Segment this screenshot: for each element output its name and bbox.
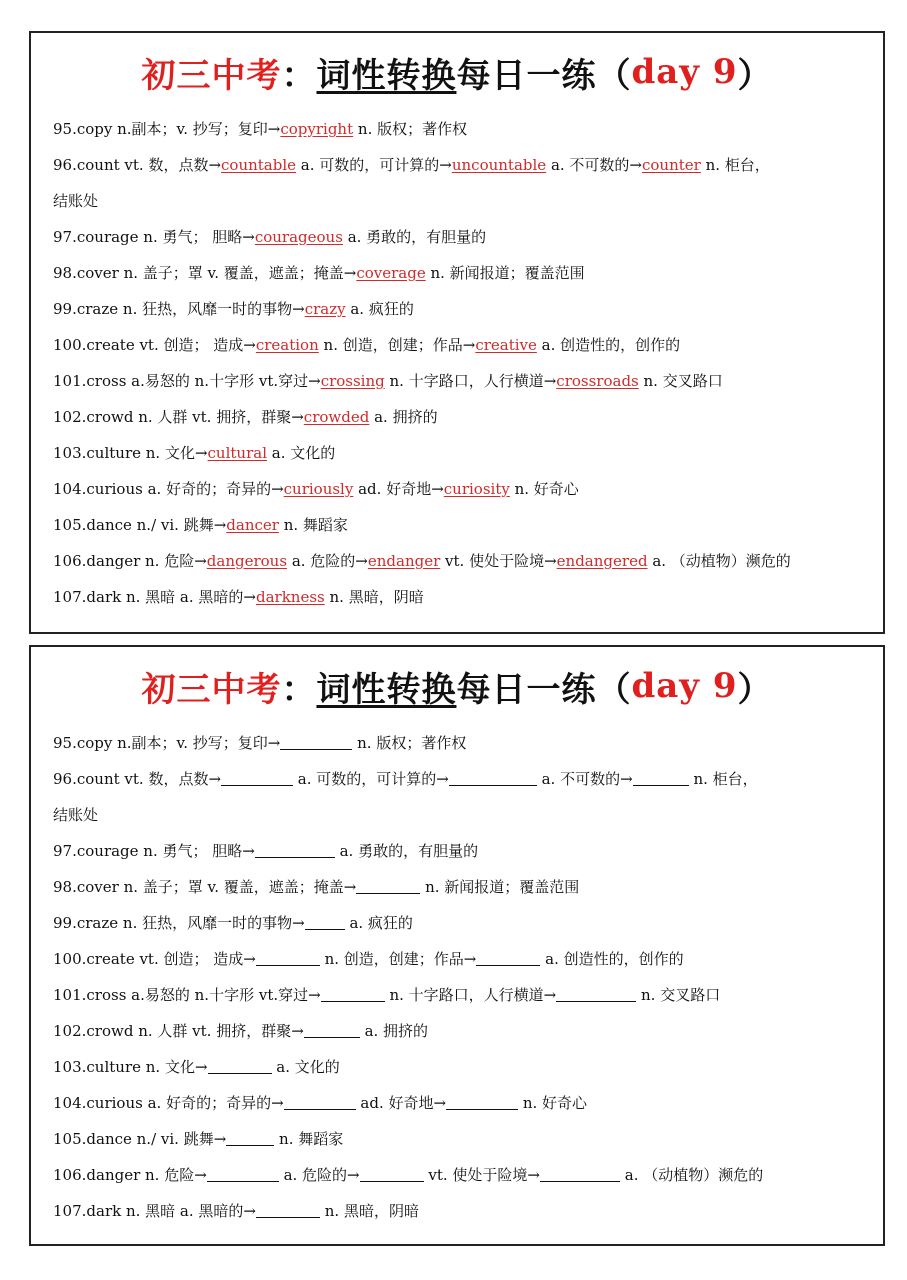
answer-word: curiously: [283, 480, 354, 498]
line-text: ad. 好奇地→: [353, 480, 444, 498]
exercise-panel: [29, 645, 885, 1246]
answer-word: copyright: [280, 120, 354, 138]
exercise-line: [53, 507, 869, 543]
exercise-line: [53, 435, 869, 471]
exercise-line: [53, 977, 869, 1013]
exercise-line: [53, 327, 869, 363]
answer-word: countable: [221, 156, 297, 174]
answer-blank[interactable]: [446, 1095, 518, 1110]
line-text: 97.courage n. 勇气； 胆略→: [53, 228, 255, 246]
exercise-line: [53, 833, 869, 869]
answer-word: crossroads: [556, 372, 639, 390]
exercise-line: [53, 941, 869, 977]
line-text: n. 舞蹈家: [278, 516, 348, 534]
line-text: a. （动植物）濒危的: [620, 1166, 764, 1184]
line-text: 105.dance n./ vi. 跳舞→: [53, 516, 227, 534]
line-text: 102.crowd n. 人群 vt. 拥挤，群聚→: [53, 1022, 304, 1040]
line-text: n. 交叉路口: [636, 986, 721, 1004]
title-part3: 每日一练: [456, 669, 597, 710]
line-text: n. 交叉路口: [638, 372, 723, 390]
title-paren-open: （: [596, 669, 632, 710]
line-text: n. 十字路口，人行横道→: [384, 986, 557, 1004]
exercise-line: [53, 543, 869, 579]
line-text: 107.dark n. 黑暗 a. 黑暗的→: [53, 588, 256, 606]
answer-word: curiosity: [443, 480, 510, 498]
answer-blank[interactable]: [304, 1023, 360, 1038]
title-colon: ：: [281, 669, 317, 710]
line-text: vt. 使处于险境→: [423, 1166, 541, 1184]
exercise-line: [53, 761, 869, 797]
answer-blank[interactable]: [256, 951, 320, 966]
line-text: 98.cover n. 盖子；罩 v. 覆盖，遮盖；掩盖→: [53, 264, 357, 282]
line-text: 98.cover n. 盖子；罩 v. 覆盖，遮盖；掩盖→: [53, 878, 357, 896]
line-text: a. 不可数的→: [546, 156, 642, 174]
answer-word: endangered: [556, 552, 648, 570]
exercise-line: [53, 905, 869, 941]
exercise-line: [53, 1049, 869, 1085]
line-text: 106.danger n. 危险→: [53, 552, 207, 570]
line-text: n. 创造，创建；作品→: [318, 336, 476, 354]
answer-blank[interactable]: [207, 1167, 279, 1182]
answer-word: crossing: [320, 372, 385, 390]
answer-word: coverage: [356, 264, 426, 282]
line-text: n. 创造，创建；作品→: [319, 950, 477, 968]
line-text: n. 柜台，: [700, 156, 770, 174]
line-text: 103.culture n. 文化→: [53, 444, 208, 462]
answer-blank[interactable]: [284, 1095, 356, 1110]
line-text: a. 勇敢的，有胆量的: [342, 228, 487, 246]
title-paren-open: （: [596, 55, 632, 96]
exercise-line: [53, 1121, 869, 1157]
answer-blank[interactable]: [226, 1131, 274, 1146]
line-text: n. 舞蹈家: [274, 1130, 344, 1148]
answer-blank[interactable]: [208, 1059, 272, 1074]
exercise-line: [53, 111, 869, 147]
exercise-line: [53, 1085, 869, 1121]
answer-blank[interactable]: [305, 915, 345, 930]
line-text: a. 疯狂的: [344, 914, 413, 932]
line-text: 95.copy n.副本；v. 抄写；复印→: [53, 120, 281, 138]
exercise-line: [53, 363, 869, 399]
line-text: n. 十字路口，人行横道→: [384, 372, 557, 390]
exercise-line: [53, 1193, 869, 1229]
answer-word: dangerous: [206, 552, 288, 570]
page-title: [31, 647, 883, 725]
line-text: a. 拥挤的: [369, 408, 438, 426]
line-text: a. （动植物）濒危的: [647, 552, 791, 570]
title-part3: 每日一练: [456, 55, 597, 96]
line-text: a. 可数的，可计算的→: [296, 156, 452, 174]
line-text: 104.curious a. 好奇的；奇异的→: [53, 480, 284, 498]
line-text: 99.craze n. 狂热，风靡一时的事物→: [53, 300, 305, 318]
exercise-line: [53, 219, 869, 255]
title-part1: 初三中考: [141, 55, 282, 96]
title-day: day 9: [631, 666, 738, 706]
answer-blank[interactable]: [360, 1167, 424, 1182]
line-text: a. 疯狂的: [345, 300, 414, 318]
line-text: n. 黑暗，阴暗: [324, 588, 424, 606]
exercise-line: [53, 725, 869, 761]
exercise-line: [53, 183, 869, 219]
line-text: a. 创造性的，创作的: [540, 950, 684, 968]
answer-word: courageous: [254, 228, 343, 246]
answer-blank[interactable]: [256, 1203, 320, 1218]
line-text: a. 文化的: [271, 1058, 340, 1076]
exercise-lines: [31, 725, 883, 1229]
line-text: n. 好奇心: [518, 1094, 588, 1112]
line-text: 106.danger n. 危险→: [53, 1166, 207, 1184]
title-paren-close: ）: [737, 669, 773, 710]
line-text: n. 柜台，: [688, 770, 758, 788]
line-text: n. 版权；著作权: [352, 734, 467, 752]
answer-word: creation: [255, 336, 319, 354]
answer-word: endanger: [367, 552, 441, 570]
answer-blank[interactable]: [540, 1167, 620, 1182]
line-text: 结账处: [53, 192, 99, 210]
line-text: n. 黑暗，阴暗: [319, 1202, 419, 1220]
line-text: 99.craze n. 狂热，风靡一时的事物→: [53, 914, 305, 932]
line-text: ad. 好奇地→: [355, 1094, 447, 1112]
line-text: 96.count vt. 数，点数→: [53, 770, 222, 788]
answer-word: crazy: [304, 300, 346, 318]
line-text: 100.create vt. 创造； 造成→: [53, 950, 256, 968]
answer-blank[interactable]: [476, 951, 540, 966]
exercise-line: [53, 869, 869, 905]
answer-blank[interactable]: [449, 771, 537, 786]
line-text: a. 勇敢的，有胆量的: [334, 842, 479, 860]
answer-panel: [29, 31, 885, 634]
answer-blank[interactable]: [280, 735, 352, 750]
line-text: 107.dark n. 黑暗 a. 黑暗的→: [53, 1202, 256, 1220]
line-text: 96.count vt. 数，点数→: [53, 156, 222, 174]
answer-lines: [31, 111, 883, 615]
answer-blank[interactable]: [356, 879, 420, 894]
exercise-line: [53, 1013, 869, 1049]
line-text: a. 文化的: [267, 444, 336, 462]
line-text: n. 好奇心: [509, 480, 579, 498]
line-text: a. 拥挤的: [359, 1022, 429, 1040]
title-day: day 9: [631, 52, 738, 92]
exercise-line: [53, 147, 869, 183]
answer-blank[interactable]: [556, 987, 636, 1002]
answer-word: counter: [642, 156, 701, 174]
answer-blank[interactable]: [221, 771, 293, 786]
line-text: a. 可数的，可计算的→: [293, 770, 449, 788]
answer-word: creative: [475, 336, 537, 354]
title-paren-close: ）: [737, 55, 773, 96]
title-colon: ：: [281, 55, 317, 96]
answer-blank[interactable]: [321, 987, 385, 1002]
title-part1: 初三中考: [141, 669, 282, 710]
line-text: 102.crowd n. 人群 vt. 拥挤，群聚→: [53, 408, 304, 426]
exercise-line: [53, 797, 869, 833]
page-title: [31, 33, 883, 111]
answer-word: cultural: [207, 444, 267, 462]
line-text: a. 危险的→: [278, 1166, 360, 1184]
line-text: n. 新闻报道；覆盖范围: [420, 878, 580, 896]
exercise-line: [53, 471, 869, 507]
line-text: vt. 使处于险境→: [440, 552, 557, 570]
line-text: 101.cross a.易怒的 n.十字形 vt.穿过→: [53, 986, 321, 1004]
answer-word: darkness: [255, 588, 325, 606]
line-text: a. 不可数的→: [536, 770, 633, 788]
line-text: 101.cross a.易怒的 n.十字形 vt.穿过→: [53, 372, 321, 390]
line-text: 95.copy n.副本；v. 抄写；复印→: [53, 734, 281, 752]
line-text: 100.create vt. 创造； 造成→: [53, 336, 256, 354]
exercise-line: [53, 255, 869, 291]
title-part2: 词性转换: [316, 669, 457, 710]
answer-word: crowded: [303, 408, 370, 426]
line-text: 103.culture n. 文化→: [53, 1058, 208, 1076]
line-text: 104.curious a. 好奇的；奇异的→: [53, 1094, 284, 1112]
exercise-line: [53, 579, 869, 615]
line-text: n. 新闻报道；覆盖范围: [425, 264, 585, 282]
answer-blank[interactable]: [633, 771, 689, 786]
line-text: a. 创造性的，创作的: [536, 336, 681, 354]
line-text: a. 危险的→: [287, 552, 368, 570]
exercise-line: [53, 291, 869, 327]
exercise-line: [53, 1157, 869, 1193]
line-text: 105.dance n./ vi. 跳舞→: [53, 1130, 227, 1148]
answer-word: uncountable: [451, 156, 547, 174]
answer-word: dancer: [226, 516, 279, 534]
line-text: n. 版权；著作权: [353, 120, 468, 138]
exercise-line: [53, 399, 869, 435]
line-text: 结账处: [53, 806, 99, 824]
line-text: 97.courage n. 勇气； 胆略→: [53, 842, 255, 860]
title-part2: 词性转换: [316, 55, 457, 96]
answer-blank[interactable]: [255, 843, 335, 858]
